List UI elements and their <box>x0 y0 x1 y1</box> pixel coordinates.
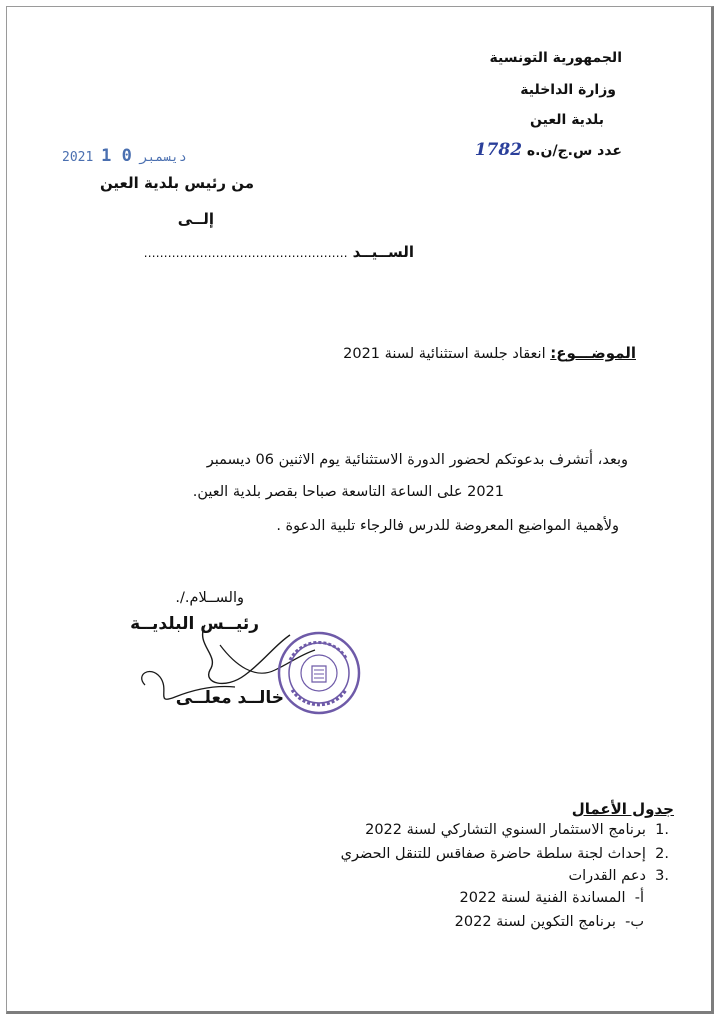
from-line: من رئيس بلدية العين <box>99 174 254 192</box>
agenda-sub-item-a <box>460 890 644 906</box>
signature-title: رئيــس البلديــة <box>130 614 259 634</box>
body-line-3: ولأهمية المواضيع المعروضة للدرس فالرجاء تلبية الدعوة . <box>276 518 619 534</box>
agenda-sub-item-b <box>455 914 644 930</box>
reference-label: عدد س.ج/ن.ه <box>526 143 622 159</box>
date-stamp-month: ديسمبر <box>139 150 187 165</box>
header-municipality: بلدية العين <box>530 112 604 128</box>
header-republic: الجمهورية التونسية <box>489 50 622 66</box>
agenda-item-number: .1 <box>655 822 669 838</box>
agenda-item-text: برنامج الاستثمار السنوي التشاركي لسنة 2022 <box>365 822 646 838</box>
agenda-item-number: .3 <box>655 868 669 884</box>
recipient-line <box>144 242 414 261</box>
agenda-sub-item-number: أ- <box>634 890 644 906</box>
agenda-sub-item-text: المساندة الفنية لسنة 2022 <box>459 890 626 906</box>
body-line-2: 2021 على الساعة التاسعة صباحا بقصر بلدية العين. <box>192 484 504 500</box>
to-line: إلــى <box>177 210 214 228</box>
recipient-dots: …………………………………………… <box>143 246 348 260</box>
header-reference <box>475 140 622 160</box>
closing-text: والســلام./. <box>175 590 244 606</box>
agenda-item-1 <box>365 822 669 838</box>
subject-label: الموضـــوع: <box>550 344 636 362</box>
date-stamp-year: 2021 <box>62 150 94 165</box>
signature-name: خالــد معلــى <box>175 688 284 708</box>
agenda-title: جدول الأعمال <box>571 800 674 818</box>
body-line-1: وبعد، أتشرف بدعوتكم لحضور الدورة الاستثنائية يوم الاثنين 06 ديسمبر <box>206 452 628 468</box>
official-seal <box>276 630 362 716</box>
agenda-item-3 <box>568 868 669 884</box>
subject-line <box>343 344 636 362</box>
subject-text: انعقاد جلسة استثنائية لسنة 2021 <box>343 346 546 362</box>
agenda-item-2 <box>341 846 669 862</box>
date-stamp <box>62 146 187 166</box>
agenda-item-text: إحداث لجنة سلطة حاضرة صفاقس للتنقل الحضري <box>340 846 646 862</box>
agenda-item-text: دعم القدرات <box>568 868 646 884</box>
agenda-item-number: .2 <box>655 846 669 862</box>
agenda-sub-item-text: برنامج التكوين لسنة 2022 <box>454 914 616 930</box>
date-stamp-day: 0 1 <box>101 146 132 166</box>
agenda-sub-item-number: ب- <box>625 914 644 930</box>
reference-number: 1782 <box>474 140 523 160</box>
header-ministry: وزارة الداخلية <box>520 82 616 98</box>
recipient-label: الســيــد <box>352 243 414 261</box>
